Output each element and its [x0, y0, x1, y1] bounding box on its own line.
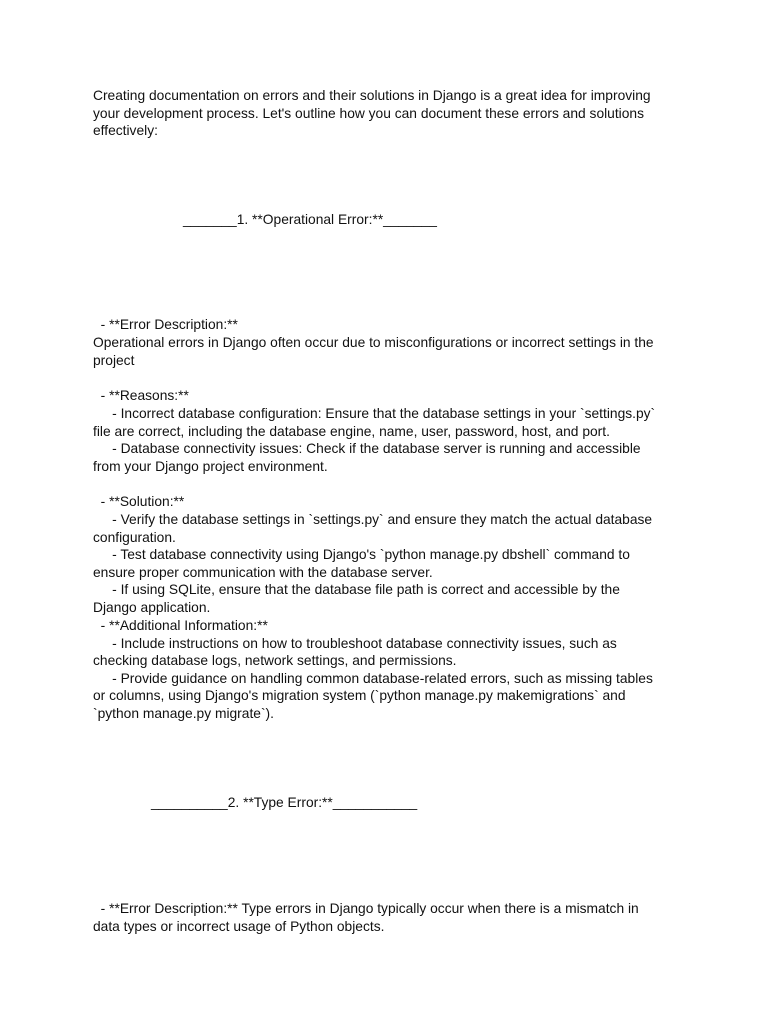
reasons-line-1: - Incorrect database configuration: Ensure that the database settings in your `settings.py`: [93, 406, 656, 421]
reasons-line-3: - Database connectivity issues: Check if the database server is running and accessible: [93, 441, 641, 456]
type-error-description-line-1: - **Error Description:** Type errors in Django typically occur when there is a mismatch in: [93, 901, 639, 916]
section-heading-type-error: __________2. **Type Error:**___________: [151, 795, 418, 810]
solution-line-5: - If using SQLite, ensure that the database file path is correct and accessible by the: [93, 582, 620, 597]
type-error-description-line-2: data types or incorrect usage of Python objects.: [93, 918, 385, 934]
reasons-line-4: from your Django project environment.: [93, 458, 328, 474]
additional-info-line-2: checking database logs, network settings, and permissions.: [93, 653, 457, 668]
solution-line-2: configuration.: [93, 529, 176, 545]
error-description-line-1: Operational errors in Django often occur due to misconfigurations or incorrect settings in the: [93, 335, 654, 350]
solution-label: - **Solution:**: [93, 494, 185, 509]
solution-line-1: - Verify the database settings in `settings.py` and ensure they match the actual database: [93, 512, 653, 527]
reasons-line-2: file are correct, including the database engine, name, user, password, host, and port.: [93, 423, 610, 439]
section-heading-operational-error: _______1. **Operational Error:**_______: [183, 212, 437, 227]
solution-line-6: Django application.: [93, 600, 211, 615]
intro-line-2: your development process. Let's outline how you can document these errors and solutions: [93, 105, 644, 121]
solution-line-3: - Test database connectivity using Django's `python manage.py dbshell` command to: [93, 547, 630, 562]
additional-info-label: - **Additional Information:**: [93, 617, 268, 633]
additional-info-line-5: `python manage.py migrate`).: [93, 706, 274, 721]
additional-info-line-3: - Provide guidance on handling common database-related errors, such as missing tables: [93, 670, 653, 686]
intro-line-3: effectively:: [93, 123, 158, 138]
intro-line-1: Creating documentation on errors and their solutions in Django is a great idea for improving: [93, 88, 651, 103]
additional-info-line-1: - Include instructions on how to troubleshoot database connectivity issues, such as: [93, 635, 617, 651]
error-description-label: - **Error Description:**: [93, 317, 238, 332]
error-description-line-2: project: [93, 352, 135, 368]
additional-info-line-4: or columns, using Django's migration system (`python manage.py makemigrations` and: [93, 688, 626, 703]
reasons-label: - **Reasons:**: [93, 388, 189, 403]
solution-line-4: ensure proper communication with the database server.: [93, 564, 433, 580]
